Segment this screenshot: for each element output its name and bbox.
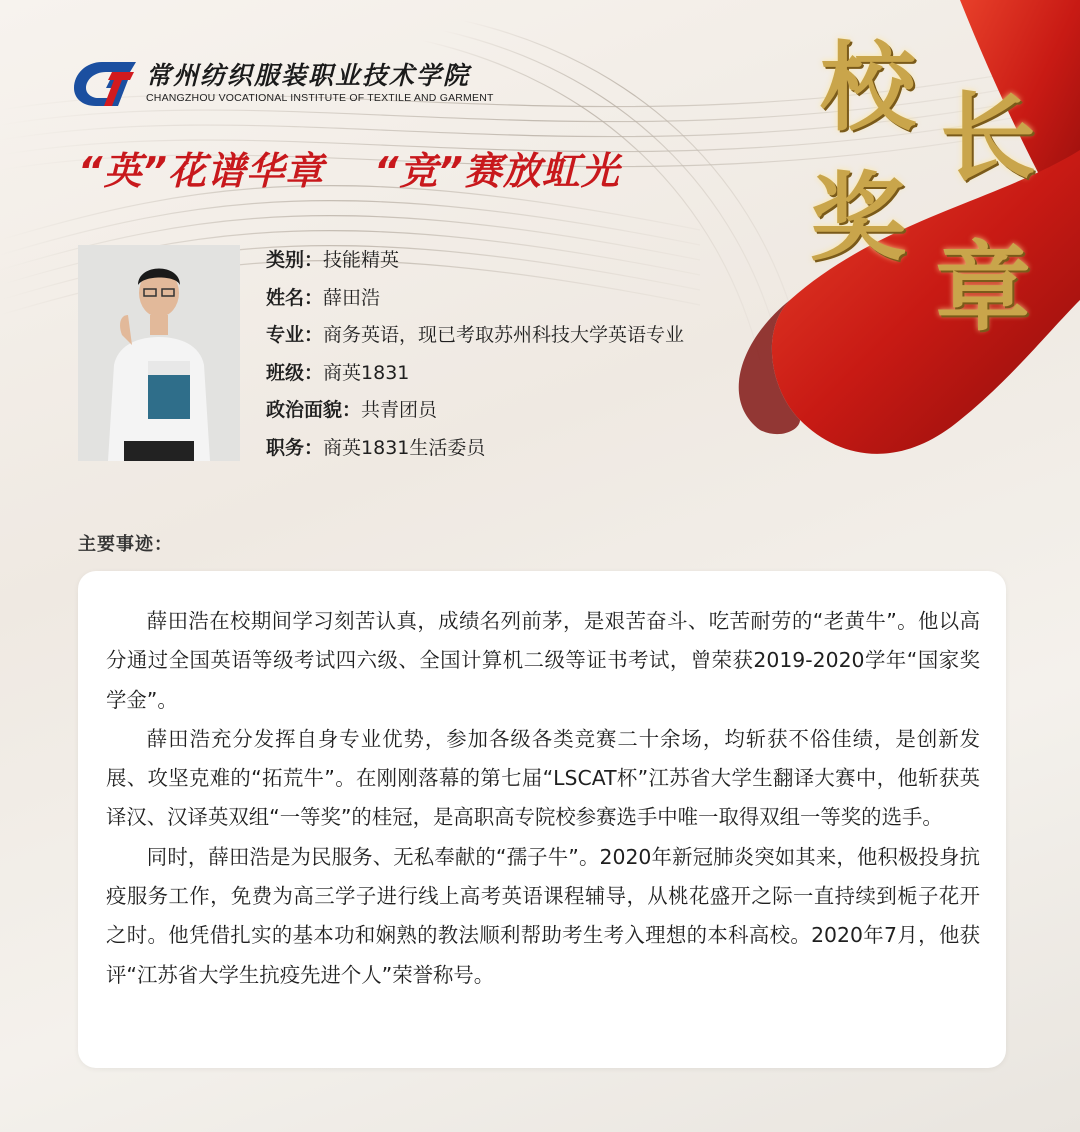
institute-name-en: CHANGZHOU VOCATIONAL INSTITUTE OF TEXTILE AND GARMENT: [146, 92, 494, 104]
profile-label: 班级：: [266, 361, 324, 384]
profile-label: 类别：: [266, 249, 324, 271]
profile-label: 政治面貌：: [266, 399, 362, 422]
profile-row-name: [266, 280, 684, 318]
award-char-4: 章: [935, 231, 1031, 344]
principal-medal-title: [800, 20, 1060, 380]
profile-row-class: [266, 355, 684, 393]
institute-logo: [72, 58, 494, 108]
student-portrait-icon: [78, 245, 240, 461]
profile-row-political: [266, 392, 684, 430]
profile-value: 商务英语，现已考取苏州科技大学英语专业: [323, 324, 685, 347]
profile-value: 商英1831: [323, 361, 410, 384]
award-char-3: 奖: [810, 161, 906, 274]
award-char-1: 校: [820, 31, 916, 144]
profile-label: 姓名：: [266, 286, 324, 309]
profile-value: 商英1831生活委员: [323, 436, 486, 459]
deeds-card: [78, 571, 1006, 1068]
award-char-2: 长: [940, 81, 1036, 194]
deeds-paragraph-3: 同时，薛田浩是为民服务、无私奉献的“孺子牛”。2020年新冠肺炎突如其来，他积极投身抗疫服务工作，免费为高三学子进行线上高考英语课程辅导，从桃花盛开之际一直持续到栀子花开之时。他凭借扎实的基本功和娴熟的教法顺利帮助考生考入理想的本科高校。2020年7月，他获评“江苏省大学生抗疫先进个人”荣誉称号。: [106, 844, 980, 987]
student-profile: [266, 242, 684, 468]
headline-part1: “英”花谱华章: [78, 149, 324, 193]
profile-row-category: [266, 242, 684, 280]
headline-part2: “竞”赛放虹光: [373, 149, 620, 193]
profile-value: 薛田浩: [323, 286, 381, 309]
profile-label: 专业：: [266, 324, 324, 347]
profile-value: 技能精英: [323, 249, 400, 271]
profile-row-major: [266, 317, 684, 355]
profile-row-position: [266, 430, 684, 468]
headline: [78, 140, 620, 195]
profile-value: 共青团员: [361, 399, 438, 422]
deeds-paragraph-2: 薛田浩充分发挥自身专业优势，参加各级各类竞赛二十余场，均斩获不俗佳绩，是创新发展、攻坚克难的“拓荒牛”。在刚刚落幕的第七届“LSCAT杯”江苏省大学生翻译大赛中，他斩获英译汉、汉译英双组“一等奖”的桂冠，是高职高专院校参赛选手中唯一取得双组一等奖的选手。: [106, 726, 980, 830]
institute-name-cn: 常州纺织服装职业技术学院: [146, 61, 471, 90]
student-photo: [78, 245, 240, 461]
deeds-paragraph-1: 薛田浩在校期间学习刻苦认真，成绩名列前茅，是艰苦奋斗、吃苦耐劳的“老黄牛”。他以高分通过全国英语等级考试四六级、全国计算机二级等证书考试，曾荣获2019-2020学年“国家奖学金”。: [106, 609, 980, 712]
section-title: 主要事迹：: [78, 534, 173, 555]
profile-label: 职务：: [266, 436, 324, 459]
institute-emblem-icon: [72, 58, 138, 108]
